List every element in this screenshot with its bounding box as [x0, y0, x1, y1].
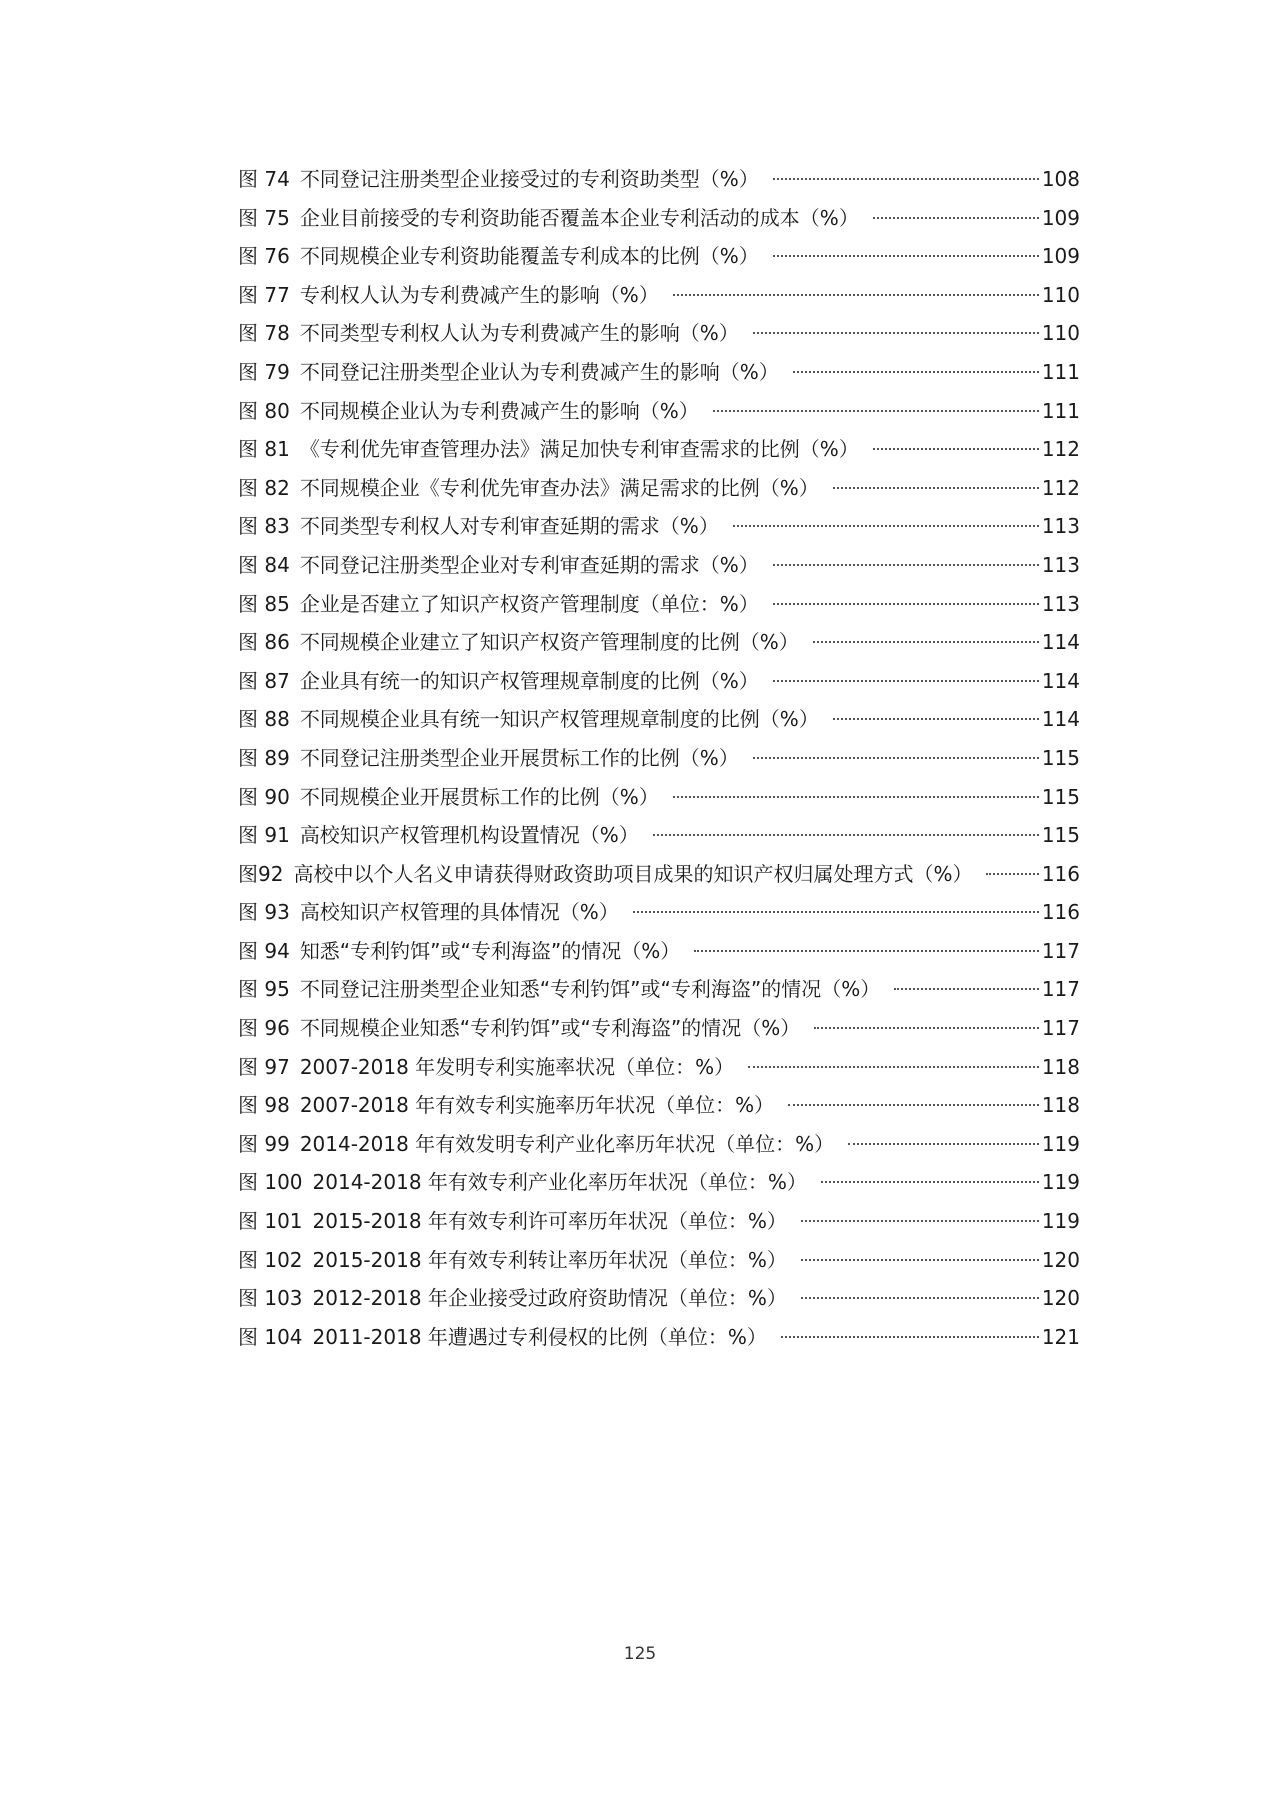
- toc-entry-page-number: 114: [1041, 630, 1080, 655]
- toc-entry[interactable]: [238, 1009, 1080, 1048]
- toc-entry[interactable]: [238, 970, 1080, 1009]
- toc-entry-figure-number: 图 76: [238, 244, 290, 269]
- toc-entry[interactable]: [238, 276, 1080, 315]
- toc-entry-dot-leader: [848, 1143, 1039, 1145]
- toc-entry-label: [238, 1279, 787, 1318]
- toc-entry-figure-number: 图 83: [238, 514, 290, 539]
- toc-entry-dot-leader: [873, 448, 1039, 450]
- toc-entry-label: [238, 816, 639, 855]
- toc-entry-label: [238, 970, 880, 1009]
- toc-entry[interactable]: [238, 1202, 1080, 1241]
- toc-entry-title: 《专利优先审查管理办法》满足加快专利审查需求的比例（%）: [299, 437, 859, 462]
- toc-entry-page-number: 113: [1041, 552, 1080, 577]
- toc-entry-figure-number: 图 87: [238, 668, 290, 693]
- toc-entry-figure-number: 图92: [238, 861, 284, 886]
- toc-entry-page-number: 110: [1041, 321, 1080, 346]
- toc-entry-dot-leader: [633, 911, 1039, 913]
- toc-entry-label: [238, 1202, 787, 1241]
- toc-entry-title: 不同登记注册类型企业知悉“专利钓饵”或“专利海盗”的情况（%）: [299, 977, 881, 1002]
- toc-entry-title: 高校中以个人名义申请获得财政资助项目成果的知识产权归属处理方式（%）: [293, 861, 973, 886]
- toc-entry-title: 2014-2018 年有效专利产业化率历年状况（单位：%）: [312, 1170, 807, 1195]
- toc-entry-page-number: 111: [1041, 398, 1080, 423]
- toc-entry-dot-leader: [781, 1336, 1039, 1338]
- toc-entry-page-number: 113: [1041, 514, 1080, 539]
- toc-entry-label: [238, 237, 759, 276]
- toc-entry-page-number: 119: [1041, 1131, 1080, 1156]
- toc-entry-page-number: 120: [1041, 1247, 1080, 1272]
- toc-entry-dot-leader: [773, 564, 1039, 566]
- toc-entry-figure-number: 图 81: [238, 437, 290, 462]
- toc-entry-dot-leader: [801, 1259, 1039, 1261]
- toc-entry-figure-number: 图 104: [238, 1324, 303, 1349]
- toc-entry-figure-number: 图 93: [238, 900, 290, 925]
- toc-entry[interactable]: [238, 353, 1080, 392]
- toc-entry[interactable]: [238, 1318, 1080, 1357]
- toc-entry-figure-number: 图 77: [238, 282, 290, 307]
- toc-entry-page-number: 117: [1041, 977, 1080, 1002]
- toc-entry-figure-number: 图 82: [238, 475, 290, 500]
- toc-entry-figure-number: 图 97: [238, 1054, 290, 1079]
- toc-entry-label: [238, 469, 819, 508]
- toc-entry-label: [238, 739, 739, 778]
- toc-entry-figure-number: 图 86: [238, 630, 290, 655]
- toc-entry-page-number: 116: [1041, 900, 1080, 925]
- toc-entry-dot-leader: [821, 1181, 1039, 1183]
- toc-entry-label: [238, 1163, 807, 1202]
- toc-entry[interactable]: [238, 1086, 1080, 1125]
- toc-entry-dot-leader: [673, 294, 1039, 296]
- toc-entry-title: 不同类型专利权人对专利审查延期的需求（%）: [299, 514, 719, 539]
- toc-entry[interactable]: [238, 160, 1080, 199]
- toc-entry-dot-leader: [694, 950, 1039, 952]
- toc-entry-label: [238, 700, 819, 739]
- toc-entry-dot-leader: [753, 332, 1039, 334]
- toc-entry-dot-leader: [801, 1297, 1039, 1299]
- toc-entry-page-number: 110: [1041, 282, 1080, 307]
- toc-entry-page-number: 108: [1041, 167, 1080, 191]
- toc-entry-page-number: 113: [1041, 591, 1080, 616]
- toc-entry-page-number: 119: [1041, 1170, 1080, 1195]
- toc-entry-dot-leader: [773, 255, 1039, 257]
- toc-entry-title: 2012-2018 年企业接受过政府资助情况（单位：%）: [312, 1286, 787, 1311]
- toc-entry-label: [238, 1125, 834, 1164]
- toc-entry[interactable]: [238, 739, 1080, 778]
- toc-entry-figure-number: 图 101: [238, 1209, 303, 1234]
- toc-entry-title: 不同规模企业《专利优先审查办法》满足需求的比例（%）: [299, 475, 819, 500]
- toc-entry-title: 企业具有统一的知识产权管理规章制度的比例（%）: [299, 668, 759, 693]
- toc-entry-dot-leader: [713, 410, 1039, 412]
- toc-entry-figure-number: 图 100: [238, 1170, 303, 1195]
- toc-entry-figure-number: 图 96: [238, 1016, 290, 1041]
- toc-entry-dot-leader: [833, 718, 1039, 720]
- toc-entry-title: 高校知识产权管理机构设置情况（%）: [299, 823, 639, 848]
- toc-entry[interactable]: [238, 1125, 1080, 1164]
- toc-entry-page-number: 121: [1041, 1324, 1080, 1349]
- toc-entry-page-number: 116: [1041, 861, 1080, 886]
- toc-entry-dot-leader: [773, 178, 1039, 180]
- toc-entry-label: [238, 1009, 800, 1048]
- toc-entry[interactable]: [238, 585, 1080, 624]
- toc-entry-figure-number: 图 74: [238, 167, 290, 191]
- toc-entry-figure-number: 图 98: [238, 1093, 290, 1118]
- toc-entry-title: 不同登记注册类型企业接受过的专利资助类型（%）: [299, 167, 759, 191]
- toc-entry-label: [238, 546, 759, 585]
- toc-entry-title: 专利权人认为专利费减产生的影响（%）: [299, 282, 659, 307]
- toc-entry-label: [238, 778, 659, 817]
- toc-entry-page-number: 115: [1041, 784, 1080, 809]
- toc-entry-label: [238, 1241, 787, 1280]
- toc-entry-page-number: 114: [1041, 668, 1080, 693]
- toc-entry-page-number: 119: [1041, 1209, 1080, 1234]
- toc-entry-dot-leader: [773, 680, 1039, 682]
- toc-entry-figure-number: 图 80: [238, 398, 290, 423]
- toc-entry-title: 2015-2018 年有效专利转让率历年状况（单位：%）: [312, 1247, 787, 1272]
- toc-entry-page-number: 118: [1041, 1054, 1080, 1079]
- toc-entry[interactable]: [238, 469, 1080, 508]
- toc-entry-title: 高校知识产权管理的具体情况（%）: [299, 900, 619, 925]
- toc-entry-label: [238, 893, 619, 932]
- toc-entry-label: [238, 1318, 767, 1357]
- toc-entry-dot-leader: [813, 641, 1039, 643]
- toc-entry[interactable]: [238, 1048, 1080, 1087]
- toc-entry[interactable]: [238, 855, 1080, 894]
- toc-entry-figure-number: 图 91: [238, 823, 290, 848]
- toc-entry-dot-leader: [793, 371, 1039, 373]
- toc-entry-title: 不同类型专利权人认为专利费减产生的影响（%）: [299, 321, 739, 346]
- toc-entry[interactable]: [238, 893, 1080, 932]
- toc-entry-page-number: 112: [1041, 475, 1080, 500]
- toc-entry-dot-leader: [773, 603, 1039, 605]
- toc-entry-page-number: 109: [1041, 244, 1080, 269]
- toc-entry-dot-leader: [748, 1066, 1039, 1068]
- toc-entry-label: [238, 430, 859, 469]
- toc-entry-label: [238, 585, 759, 624]
- toc-entry-figure-number: 图 79: [238, 359, 290, 384]
- toc-entry[interactable]: [238, 314, 1080, 353]
- toc-entry[interactable]: [238, 507, 1080, 546]
- toc-entry-label: [238, 199, 859, 238]
- toc-entry-page-number: 117: [1041, 1016, 1080, 1041]
- toc-entry-title: 知悉“专利钓饵”或“专利海盗”的情况（%）: [299, 938, 681, 963]
- toc-entry-page-number: 117: [1041, 938, 1080, 963]
- toc-entry-page-number: 112: [1041, 437, 1080, 462]
- toc-entry-page-number: 115: [1041, 823, 1080, 848]
- toc-entry[interactable]: [238, 546, 1080, 585]
- toc-entry-label: [238, 507, 719, 546]
- toc-entry-figure-number: 图 102: [238, 1247, 303, 1272]
- toc-entry-page-number: 118: [1041, 1093, 1080, 1118]
- toc-entry-page-number: 111: [1041, 359, 1080, 384]
- toc-entry-title: 2015-2018 年有效专利许可率历年状况（单位：%）: [312, 1209, 787, 1234]
- toc-entry-label: [238, 623, 799, 662]
- toc-entry-figure-number: 图 88: [238, 707, 290, 732]
- toc-entry[interactable]: [238, 392, 1080, 431]
- toc-entry-dot-leader: [673, 796, 1039, 798]
- toc-entry-title: 2011-2018 年遭遇过专利侵权的比例（单位：%）: [312, 1324, 767, 1349]
- toc-entry-figure-number: 图 95: [238, 977, 290, 1002]
- toc-entry-label: [238, 392, 699, 431]
- toc-entry-label: [238, 314, 739, 353]
- toc-entry-title: 不同规模企业建立了知识产权资产管理制度的比例（%）: [299, 630, 799, 655]
- toc-entry-title: 不同规模企业知悉“专利钓饵”或“专利海盗”的情况（%）: [299, 1016, 801, 1041]
- toc-entry-page-number: 114: [1041, 707, 1080, 732]
- toc-entry[interactable]: [238, 1279, 1080, 1318]
- toc-entry-title: 2014-2018 年有效发明专利产业化率历年状况（单位：%）: [299, 1131, 835, 1156]
- toc-entry-title: 2007-2018 年发明专利实施率状况（单位：%）: [299, 1054, 735, 1079]
- toc-entry-dot-leader: [653, 834, 1039, 836]
- toc-entry-dot-leader: [801, 1220, 1039, 1222]
- toc-entry-label: [238, 276, 659, 315]
- page-number: 125: [623, 1644, 657, 1664]
- figure-list-toc: [238, 160, 1080, 1356]
- toc-entry-page-number: 109: [1041, 205, 1080, 230]
- toc-entry-title: 不同规模企业具有统一知识产权管理规章制度的比例（%）: [299, 707, 819, 732]
- toc-entry[interactable]: [238, 199, 1080, 238]
- toc-entry-figure-number: 图 103: [238, 1286, 303, 1311]
- toc-entry-page-number: 120: [1041, 1286, 1080, 1311]
- toc-entry-page-number: 115: [1041, 745, 1080, 770]
- toc-entry-title: 不同登记注册类型企业开展贯标工作的比例（%）: [299, 745, 739, 770]
- toc-entry-label: [238, 855, 972, 894]
- toc-entry-title: 2007-2018 年有效专利实施率历年状况（单位：%）: [299, 1093, 775, 1118]
- toc-entry[interactable]: [238, 237, 1080, 276]
- toc-entry-label: [238, 353, 779, 392]
- toc-entry-label: [238, 1048, 734, 1087]
- toc-entry[interactable]: [238, 623, 1080, 662]
- toc-entry-label: [238, 1086, 774, 1125]
- toc-entry[interactable]: [238, 932, 1080, 971]
- toc-entry-figure-number: 图 89: [238, 745, 290, 770]
- toc-entry-figure-number: 图 78: [238, 321, 290, 346]
- toc-entry-dot-leader: [753, 757, 1039, 759]
- toc-entry[interactable]: [238, 1163, 1080, 1202]
- toc-entry-dot-leader: [894, 988, 1039, 990]
- toc-entry[interactable]: [238, 1241, 1080, 1280]
- toc-entry-title: 不同规模企业专利资助能覆盖专利成本的比例（%）: [299, 244, 759, 269]
- toc-entry-label: [238, 932, 680, 971]
- toc-entry-dot-leader: [873, 217, 1039, 219]
- toc-entry-figure-number: 图 75: [238, 205, 290, 230]
- toc-entry-label: [238, 160, 759, 199]
- toc-entry[interactable]: [238, 662, 1080, 701]
- toc-entry-title: 企业目前接受的专利资助能否覆盖本企业专利活动的成本（%）: [299, 205, 859, 230]
- toc-entry-dot-leader: [788, 1104, 1039, 1106]
- toc-entry-dot-leader: [986, 873, 1038, 875]
- toc-entry-figure-number: 图 90: [238, 784, 290, 809]
- toc-entry-label: [238, 662, 759, 701]
- toc-entry-dot-leader: [833, 487, 1039, 489]
- toc-entry[interactable]: [238, 700, 1080, 739]
- toc-entry-title: 不同登记注册类型企业认为专利费减产生的影响（%）: [299, 359, 779, 384]
- toc-entry-figure-number: 图 85: [238, 591, 290, 616]
- toc-entry[interactable]: [238, 778, 1080, 817]
- toc-entry[interactable]: [238, 816, 1080, 855]
- toc-entry-title: 不同规模企业认为专利费减产生的影响（%）: [299, 398, 699, 423]
- toc-entry-title: 不同规模企业开展贯标工作的比例（%）: [299, 784, 659, 809]
- toc-entry-figure-number: 图 94: [238, 938, 290, 963]
- toc-entry-dot-leader: [814, 1027, 1039, 1029]
- toc-entry-figure-number: 图 84: [238, 552, 290, 577]
- toc-entry[interactable]: [238, 430, 1080, 469]
- toc-entry-title: 企业是否建立了知识产权资产管理制度（单位：%）: [299, 591, 759, 616]
- toc-entry-title: 不同登记注册类型企业对专利审查延期的需求（%）: [299, 552, 759, 577]
- toc-entry-dot-leader: [733, 525, 1039, 527]
- toc-entry-figure-number: 图 99: [238, 1131, 290, 1156]
